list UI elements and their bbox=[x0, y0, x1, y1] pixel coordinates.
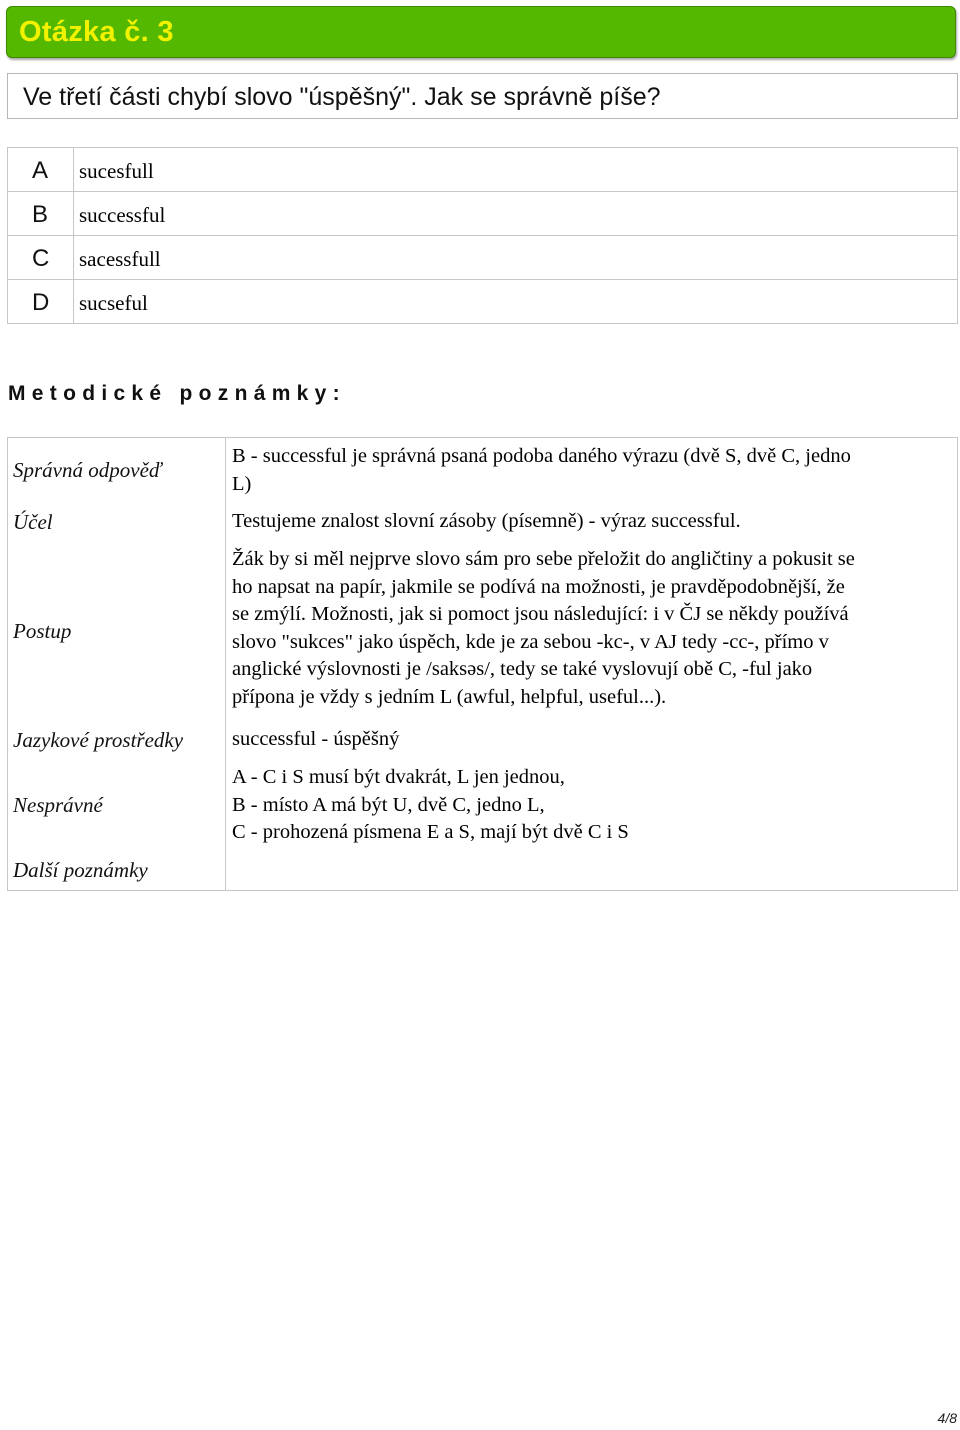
notes-line: anglické výslovnosti je /saksəs/, tedy se také vyslovují obě C, -ful jako bbox=[232, 658, 813, 680]
option-letter: A bbox=[8, 148, 74, 192]
option-letter: B bbox=[8, 192, 74, 236]
notes-label: Správná odpověď bbox=[8, 438, 226, 504]
notes-value bbox=[226, 438, 958, 504]
notes-line: L) bbox=[232, 472, 252, 495]
question-header bbox=[6, 6, 956, 58]
methodical-notes-table bbox=[7, 437, 958, 891]
option-text: successful bbox=[74, 192, 958, 236]
option-row-b[interactable] bbox=[8, 192, 958, 236]
notes-row-purpose bbox=[8, 503, 958, 541]
notes-label: Další poznámky bbox=[8, 852, 226, 890]
answer-options-table bbox=[7, 147, 958, 324]
notes-row-incorrect bbox=[8, 759, 958, 852]
notes-row-language-means bbox=[8, 721, 958, 759]
notes-row-other-notes bbox=[8, 852, 958, 890]
notes-line: se zmýlí. Možnosti, jak si pomoct jsou následující: i v ČJ se někdy používá bbox=[232, 603, 849, 625]
option-row-d[interactable] bbox=[8, 280, 958, 324]
notes-line: ho napsat na papír, jakmile se podívá na možnosti, je pravděpodobnější, že bbox=[232, 575, 845, 598]
option-text: sucesfull bbox=[74, 148, 958, 192]
notes-line: přípona je vždy s jedním L (awful, helpful, useful...). bbox=[232, 685, 667, 708]
notes-line: slovo "sukces" jako úspěch, kde je za sebou -kc-, v AJ tedy -cc-, přímo v bbox=[232, 630, 829, 653]
notes-value bbox=[226, 541, 958, 721]
notes-line: Žák by si měl nejprve slovo sám pro sebe přeložit do angličtiny a pokusit se bbox=[232, 548, 855, 570]
notes-value bbox=[226, 852, 958, 890]
notes-value bbox=[226, 721, 958, 759]
notes-label: Nesprávné bbox=[8, 759, 226, 852]
notes-line: successful - úspěšný bbox=[232, 728, 400, 750]
option-row-c[interactable] bbox=[8, 236, 958, 280]
notes-line: B - successful je správná psaná podoba daného výrazu (dvě S, dvě C, jedno bbox=[232, 445, 851, 467]
notes-label: Postup bbox=[8, 541, 226, 721]
question-number-title: Otázka č. 3 bbox=[19, 16, 174, 48]
option-row-a[interactable] bbox=[8, 148, 958, 192]
notes-line: C - prohozená písmena E a S, mají být dvě C i S bbox=[232, 821, 629, 843]
question-box bbox=[7, 73, 958, 119]
notes-value bbox=[226, 503, 958, 541]
notes-line: A - C i S musí být dvakrát, L jen jednou, bbox=[232, 766, 565, 788]
notes-row-procedure bbox=[8, 541, 958, 721]
option-letter: D bbox=[8, 280, 74, 324]
option-text: sucseful bbox=[74, 280, 958, 324]
option-letter: C bbox=[8, 236, 74, 280]
question-text: Ve třetí části chybí slovo "úspěšný". Jak se správně píše? bbox=[23, 83, 661, 111]
notes-value bbox=[226, 759, 958, 852]
option-text: sacessfull bbox=[74, 236, 958, 280]
notes-row-correct-answer bbox=[8, 438, 958, 504]
notes-label: Jazykové prostředky bbox=[8, 721, 226, 759]
notes-line: Testujeme znalost slovní zásoby (písemně) - výraz successful. bbox=[232, 510, 741, 532]
notes-line: B - místo A má být U, dvě C, jedno L, bbox=[232, 793, 545, 816]
notes-label: Účel bbox=[8, 503, 226, 541]
methodical-notes-heading: Metodické poznámky: bbox=[8, 382, 346, 405]
page-number: 4/8 bbox=[937, 1410, 957, 1426]
